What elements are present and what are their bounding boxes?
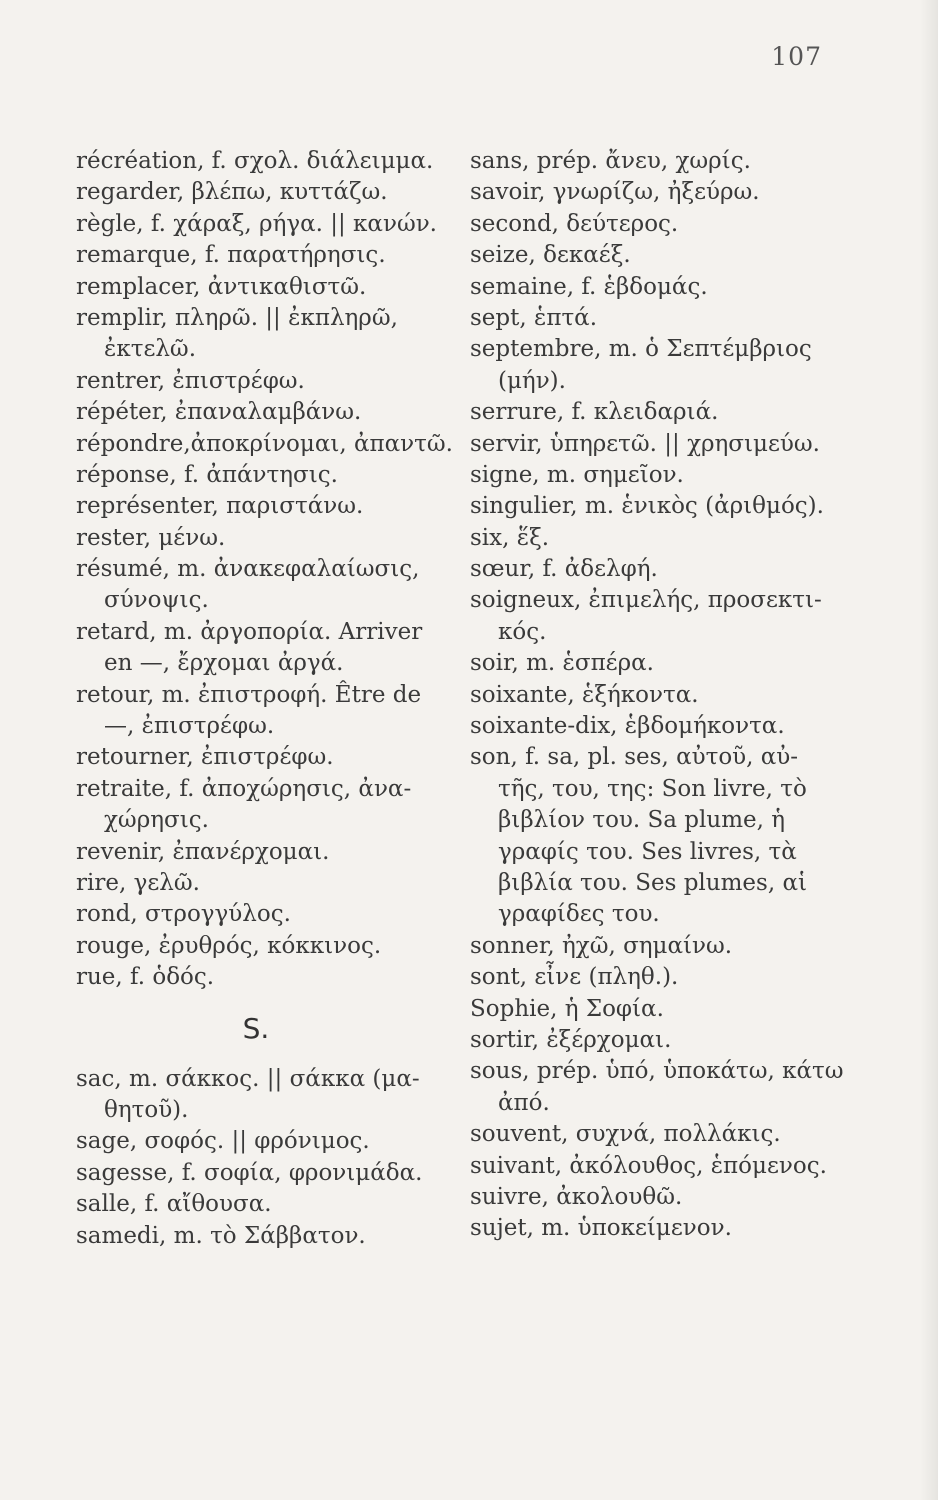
entry-line: sept, ἑπτά.: [470, 304, 598, 331]
entry-line: suivant, ἀκόλουθος, ἑπόμενος.: [470, 1152, 827, 1179]
entry-line: répondre,ἀποκρίνομαι, ἀπαντῶ.: [76, 430, 453, 457]
entry-line: sœur, f. ἀδελφή.: [470, 556, 658, 583]
entry-line: remplir, πληρῶ. || ἐκπληρῶ,: [76, 304, 398, 331]
entry-line: semaine, f. ἑβδομάς.: [470, 273, 708, 300]
section-letter: S.: [242, 1011, 270, 1045]
entry-continuation: ἐκτελῶ.: [104, 336, 196, 363]
entry-line: rouge, ἐρυθρός, κόκκινος.: [76, 932, 382, 959]
entry-line: récréation, f. σχολ. διάλειμμα.: [76, 148, 434, 174]
entry-line: sans, prép. ἄνευ, χωρίς.: [470, 148, 751, 174]
entry-line: salle, f. αἴθουσα.: [76, 1191, 272, 1218]
entry-continuation: ἀπό.: [498, 1089, 550, 1116]
entry-line: rester, μένω.: [76, 524, 226, 551]
entry-line: sont, εἶνε (πληθ.).: [470, 964, 679, 991]
entry-continuation: τῆς, του, της: Son livre, τὸ: [498, 775, 807, 802]
page-number: 107: [771, 42, 822, 71]
entry-continuation: βιβλία του. Ses plumes, αἱ: [498, 869, 807, 896]
entry-line: retour, m. ἐπιστροφή. Être de: [76, 681, 422, 708]
entry-line: regarder, βλέπω, κυττάζω.: [76, 179, 388, 206]
entry-continuation: κός.: [498, 618, 547, 645]
entry-line: revenir, ἐπανέρχομαι.: [76, 838, 330, 865]
entry-line: retard, m. ἀργοπορία. Arriver: [76, 618, 423, 645]
entry-line: rue, f. ὁδός.: [76, 964, 215, 991]
entry-line: septembre, m. ὁ Σεπτέμβριος: [470, 336, 812, 363]
entry-continuation: —, ἐπιστρέφω.: [104, 713, 275, 740]
entry-line: remplacer, ἀντικαθιστῶ.: [76, 273, 367, 300]
entry-line: soir, m. ἑσπέρα.: [470, 650, 654, 677]
entry-line: rire, γελῶ.: [76, 869, 200, 896]
entry-line: seize, δεκαέξ.: [470, 242, 631, 269]
entry-line: sortir, ἐξέρχομαι.: [470, 1026, 672, 1053]
entry-line: signe, m. σημεῖον.: [470, 461, 684, 488]
entry-continuation: χώρησις.: [104, 807, 209, 834]
entry-continuation: σύνοψις.: [104, 587, 209, 614]
entry-line: règle, f. χάραξ, ρήγα. || κανών.: [76, 210, 437, 237]
entry-line: serrure, f. κλειδαριά.: [470, 399, 719, 426]
entry-continuation: γραφίδες του.: [498, 901, 660, 928]
entry-continuation: en —, ἔρχομαι ἀργά.: [104, 650, 344, 677]
entry-line: répéter, ἐπαναλαμβάνω.: [76, 399, 362, 426]
entry-line: savoir, γνωρίζω, ἠξεύρω.: [470, 179, 760, 206]
entry-line: rentrer, ἐπιστρέφω.: [76, 367, 305, 394]
entry-line: remarque, f. παρατήρησις.: [76, 242, 386, 269]
entry-line: second, δεύτερος.: [470, 210, 679, 237]
entry-line: samedi, m. τὸ Σάββατον.: [76, 1222, 366, 1249]
entry-line: suivre, ἀκολουθῶ.: [470, 1183, 683, 1210]
entry-line: servir, ὑπηρετῶ. || χρησιμεύω.: [470, 430, 820, 457]
entry-continuation: βιβλίον του. Sa plume, ἡ: [498, 807, 786, 834]
entry-line: soixante, ἑξήκοντα.: [470, 681, 699, 708]
entry-continuation: θητοῦ).: [104, 1096, 189, 1123]
entry-line: sagesse, f. σοφία, φρονιμάδα.: [76, 1159, 423, 1186]
entry-line: retraite, f. ἀποχώρησις, ἀνα-: [76, 775, 412, 802]
entry-line: sac, m. σάκκος. || σάκκα (μα-: [76, 1065, 420, 1092]
right-column: [470, 146, 844, 1245]
entry-line: retourner, ἐπιστρέφω.: [76, 744, 334, 771]
entry-line: son, f. sa, pl. ses, αὐτοῦ, αὐ-: [470, 744, 799, 771]
entry-line: soixante-dix, ἑβδομήκοντα.: [470, 713, 785, 740]
entry-line: réponse, f. ἀπάντησις.: [76, 461, 338, 488]
entry-line: sage, σοφός. || φρόνιμος.: [76, 1128, 370, 1155]
entry-line: soigneux, ἐπιμελής, προσεκτι-: [470, 587, 822, 614]
entry-line: rond, στρογγύλος.: [76, 901, 291, 928]
entry-line: sous, prép. ὑπό, ὑποκάτω, κάτω: [470, 1058, 844, 1085]
entry-line: résumé, m. ἀνακεφαλαίωσις,: [76, 556, 420, 583]
entry-line: sujet, m. ὑποκείμενον.: [470, 1215, 732, 1242]
entry-line: six, ἕξ.: [470, 524, 550, 551]
left-column: [76, 146, 456, 1252]
entry-line: représenter, παριστάνω.: [76, 493, 364, 520]
entry-line: singulier, m. ἑνικὸς (ἀριθμός).: [470, 493, 824, 520]
page-edge-shadow: [920, 0, 938, 1500]
entry-line: Sophie, ἡ Σοφία.: [470, 995, 664, 1022]
entry-line: souvent, συχνά, πολλάκις.: [470, 1121, 781, 1148]
entry-continuation: γραφίς του. Ses livres, τὰ: [498, 838, 797, 865]
entry-continuation: (μήν).: [498, 367, 566, 394]
entry-line: sonner, ἠχῶ, σημαίνω.: [470, 932, 733, 959]
